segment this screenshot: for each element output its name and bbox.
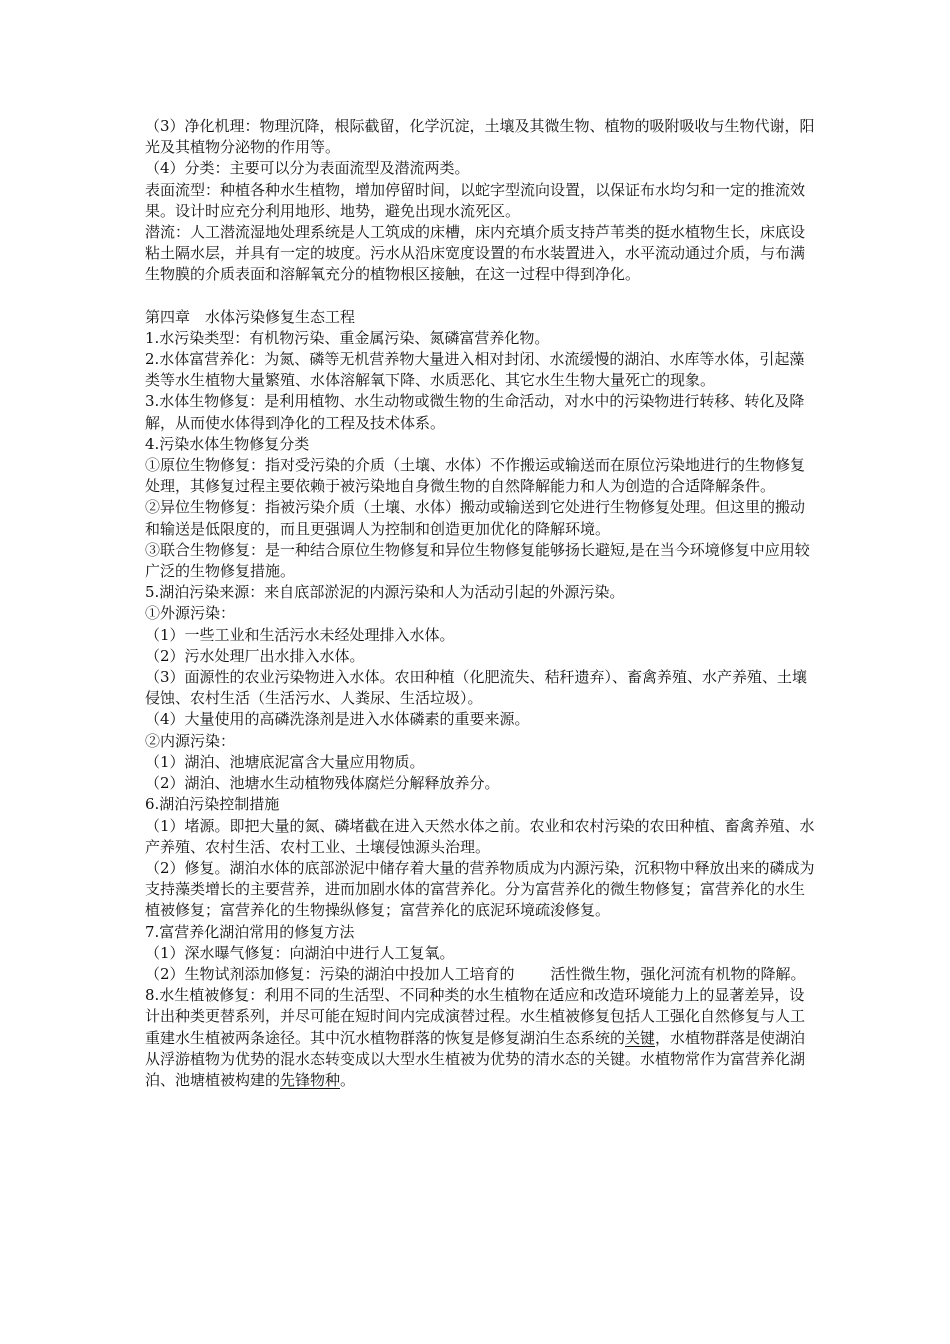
underlined-key: 关键 [625, 1028, 656, 1047]
external-pollution-heading: ①外源污染： [145, 604, 236, 623]
spacer [145, 286, 817, 307]
item-8 [145, 985, 817, 1091]
item-4: 4.污染水体生物修复分类 [145, 434, 310, 453]
internal-pollution-2: （2）湖泊、池塘水生动植物残体腐烂分解释放养分。 [145, 774, 500, 793]
item-2: 2.水体富营养化：为氮、磷等无机营养物大量进入相对封闭、水流缓慢的湖泊、水库等水体，引起藻类等水生植物大量繁殖、水体溶解氧下降、水质恶化、其它水生生物大量死亡的现象。 [145, 350, 805, 390]
external-pollution-3: （3）面源性的农业污染物进入水体。农田种植（化肥流失、秸秆遗弃）、畜禽养殖、水产养殖、土壤侵蚀、农村生活（生活污水、人粪尿、生活垃圾）。 [145, 668, 808, 708]
item-6: 6.湖泊污染控制措施 [145, 795, 280, 814]
item-4-combined: ③联合生物修复：是一种结合原位生物修复和异位生物修复能够扬长避短,是在当今环境修复中应用较广泛的生物修复措施。 [145, 540, 810, 581]
surface-flow-type: 表面流型：种植各种水生植物，增加停留时间，以蛇字型流向设置，以保证布水均匀和一定的推流效果。设计时应充分利用地形、地势，避免出现水流死区。 [145, 180, 806, 220]
item-7-bio-reagent-part2: 活性微生物，强化河流有机物的降解。 [550, 964, 806, 983]
item-7: 7.富营养化湖泊常用的修复方法 [145, 922, 355, 941]
item-3: 3.水体生物修复：是利用植物、水生动物或微生物的生命活动，对水中的污染物进行转移、转化及降解，从而使水体得到净化的工程及技术体系。 [145, 392, 805, 432]
internal-pollution-heading: ②内源污染： [145, 731, 236, 750]
item-8-part1: 8.水生植被修复：利用不同的生活型、不同种类的水生植物在适应和改造环境能力上的显著差异，设计出种类更替系列，并尽可能在短时间内完成演替过程。水生植被修复包括人工强化自然修复与人工重建水生植被两条途径。其中沉水植物群落的恢复是修复湖泊生态系统的 [145, 986, 806, 1047]
external-pollution-2: （2）污水处理厂出水排入水体。 [145, 646, 365, 665]
item-6-restoration: （2）修复。湖泊水体的底部淤泥中储存着大量的营养物质成为内源污染，沉积物中释放出来的磷成为支持藻类增长的主要营养，进而加剧水体的富营养化。分为富营养化的微生物修复；富营养化的水生植被修复；富营养化的生物操纵修复；富营养化的底泥环境疏浚修复。 [145, 858, 815, 920]
item-6-blocking: （1）堵源。即把大量的氮、磷堵截在进入天然水体之前。农业和农村污染的农田种植、畜禽养殖、水产养殖、农村生活、农村工业、土壤侵蚀源头治理。 [145, 816, 815, 856]
item-4-ex-situ: ②异位生物修复：指被污染介质（土壤、水体）搬动或输送到它处进行生物修复处理。但这里的搬动和输送是低限度的，而且更强调人为控制和创造更加优化的降解环境。 [145, 498, 806, 538]
internal-pollution-1: （1）湖泊、池塘底泥富含大量应用物质。 [145, 752, 425, 771]
external-pollution-4: （4）大量使用的高磷洗涤剂是进入水体磷素的重要来源。 [145, 710, 530, 729]
item-1: 1.水污染类型：有机物污染、重金属污染、氮磷富营养化物。 [145, 328, 550, 347]
underlined-pioneer-species: 先锋物种 [280, 1070, 341, 1089]
item-8-part2: ，水植物群落是使湖泊从浮游植物为优势的混水态转变成以大型水生植被为优势的清水态的关键。水植物常作为富营养化湖泊、池塘植被构建的 [145, 1028, 806, 1089]
item-5: 5.湖泊污染来源：来自底部淤泥的内源污染和人为活动引起的外源污染。 [145, 583, 625, 602]
item-7-bio-reagent-part1: （2）生物试剂添加修复：污染的湖泊中投加人工培育的 [145, 964, 515, 983]
external-pollution-1: （1）一些工业和生活污水未经处理排入水体。 [145, 625, 455, 644]
item-4-in-situ: ①原位生物修复：指对受污染的介质（土壤、水体）不作搬运或输送而在原位污染地进行的生物修复处理，其修复过程主要依赖于被污染地自身微生物的自然降解能力和人为创造的合适降解条件。 [145, 456, 806, 496]
purification-mechanism: （3）净化机理：物理沉降，根际截留，化学沉淀，土壤及其微生物、植物的吸附吸收与生物代谢，阳光及其植物分泌物的作用等。 [145, 117, 815, 157]
item-8-part3: 。 [340, 1070, 356, 1089]
subsurface-flow-type: 潜流：人工潜流湿地处理系统是人工筑成的床槽，床内充填介质支持芦苇类的挺水植物生长，床底设粘土隔水层，并具有一定的坡度。污水从沿床宽度设置的布水装置进入，水平流动通过介质，与布满生物膜的介质表面和溶解氧充分的植物根区接触，在这一过程中得到净化。 [145, 223, 806, 284]
chapter-title: 第四章 水体污染修复生态工程 [145, 307, 356, 326]
classification: （4）分类：主要可以分为表面流型及潜流两类。 [145, 159, 470, 178]
document-page [145, 116, 817, 1091]
item-7-aeration: （1）深水曝气修复：向湖泊中进行人工复氧。 [145, 943, 455, 962]
item-7-bio-reagent [145, 964, 817, 985]
